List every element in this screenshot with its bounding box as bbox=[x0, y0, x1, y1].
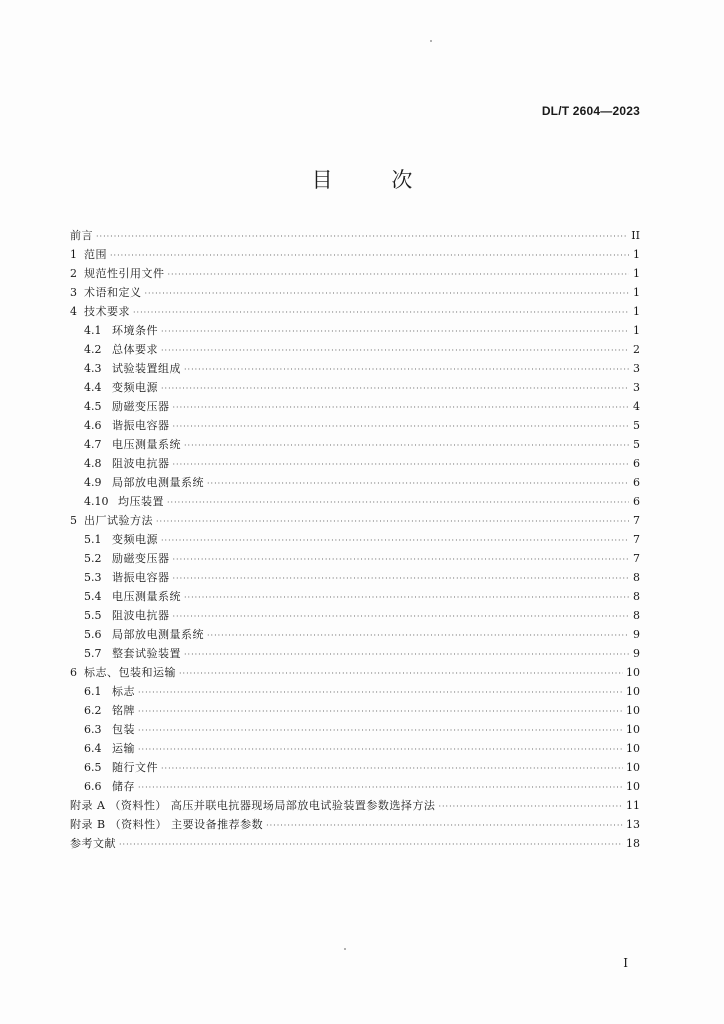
toc-entry bbox=[70, 492, 640, 511]
toc-entry-label: 包装 bbox=[112, 723, 135, 736]
toc-entry-label: 储存 bbox=[112, 780, 135, 793]
toc-entry-label: 励磁变压器 bbox=[112, 552, 170, 565]
toc-entry-label: 阻波电抗器 bbox=[112, 457, 170, 470]
toc-entry-page: II bbox=[631, 229, 640, 242]
toc-entry-page: 10 bbox=[626, 666, 640, 679]
toc-entry-lead bbox=[70, 796, 435, 815]
toc-entry-page: 10 bbox=[626, 742, 640, 755]
toc-entry-page: 10 bbox=[626, 723, 640, 736]
toc-entry bbox=[70, 511, 640, 530]
toc-entry-lead bbox=[70, 378, 158, 397]
toc-leader-dots bbox=[173, 398, 630, 417]
toc-entry bbox=[70, 644, 640, 663]
toc-entry-lead bbox=[70, 587, 181, 606]
toc-leader-dots bbox=[173, 569, 630, 588]
toc-leader-dots bbox=[161, 531, 629, 550]
toc-leader-dots bbox=[184, 436, 629, 455]
toc-entry-number: 5 bbox=[70, 514, 77, 527]
toc-entry bbox=[70, 435, 640, 454]
toc-entry-page: 2 bbox=[633, 343, 640, 356]
toc-entry-label: 铭牌 bbox=[112, 704, 135, 717]
toc-entry bbox=[70, 321, 640, 340]
toc-entry bbox=[70, 226, 640, 245]
toc-leader-dots bbox=[266, 816, 623, 835]
toc-entry-number: 6.3 bbox=[84, 723, 102, 736]
toc-leader-dots bbox=[173, 417, 630, 436]
toc-entry-page: 8 bbox=[633, 609, 640, 622]
toc-leader-dots bbox=[438, 797, 623, 816]
toc-leader-dots bbox=[138, 721, 623, 740]
toc-leader-dots bbox=[138, 683, 623, 702]
toc-entry-lead bbox=[70, 416, 170, 435]
toc-entry-label: 局部放电测量系统 bbox=[112, 628, 204, 641]
toc-entry-lead bbox=[70, 606, 170, 625]
toc-leader-dots bbox=[119, 835, 623, 854]
toc-entry-label: 范围 bbox=[84, 248, 107, 261]
toc-entry-number: 5.3 bbox=[84, 571, 102, 584]
toc-entry-label: 励磁变压器 bbox=[112, 400, 170, 413]
toc-entry-number: 4.1 bbox=[84, 324, 102, 337]
toc-entry bbox=[70, 454, 640, 473]
toc-leader-dots bbox=[184, 645, 629, 664]
toc-entry-page: 9 bbox=[633, 628, 640, 641]
toc-leader-dots bbox=[173, 550, 630, 569]
toc-entry bbox=[70, 815, 640, 834]
toc-entry-page: 9 bbox=[633, 647, 640, 660]
toc-leader-dots bbox=[184, 360, 629, 379]
toc-leader-dots bbox=[161, 322, 629, 341]
toc-leader-dots bbox=[179, 664, 623, 683]
toc-entry-label: 附录 A （资料性） 高压并联电抗器现场局部放电试验装置参数选择方法 bbox=[70, 799, 436, 812]
toc-entry-page: 10 bbox=[626, 780, 640, 793]
toc-entry-lead bbox=[70, 454, 170, 473]
toc-entry-page: 10 bbox=[626, 704, 640, 717]
toc-entry-page: 8 bbox=[633, 590, 640, 603]
toc-entry-lead bbox=[70, 625, 204, 644]
toc-entry bbox=[70, 397, 640, 416]
toc-entry bbox=[70, 340, 640, 359]
toc-entry-number: 4.10 bbox=[84, 495, 109, 508]
toc-entry-page: 3 bbox=[633, 362, 640, 375]
table-of-contents bbox=[70, 226, 640, 853]
toc-entry-page: 1 bbox=[633, 286, 640, 299]
toc-entry-page: 7 bbox=[633, 552, 640, 565]
toc-entry-lead bbox=[70, 245, 107, 264]
toc-entry-label: 均压装置 bbox=[118, 495, 164, 508]
toc-entry-page: 10 bbox=[626, 685, 640, 698]
toc-entry bbox=[70, 701, 640, 720]
toc-entry bbox=[70, 606, 640, 625]
toc-entry-number: 5.4 bbox=[84, 590, 102, 603]
toc-entry bbox=[70, 378, 640, 397]
toc-entry-label: 试验装置组成 bbox=[112, 362, 181, 375]
scan-speck bbox=[430, 40, 432, 42]
toc-entry bbox=[70, 777, 640, 796]
toc-entry-page: 5 bbox=[633, 438, 640, 451]
toc-entry bbox=[70, 302, 640, 321]
toc-entry-label: 附录 B （资料性） 主要设备推荐参数 bbox=[70, 818, 264, 831]
toc-entry-label: 谐振电容器 bbox=[112, 419, 170, 432]
toc-entry-label: 标志、包装和运输 bbox=[84, 666, 176, 679]
toc-entry bbox=[70, 568, 640, 587]
toc-entry-page: 3 bbox=[633, 381, 640, 394]
toc-entry-label: 阻波电抗器 bbox=[112, 609, 170, 622]
toc-entry-page: 11 bbox=[626, 799, 640, 812]
toc-entry-number: 4.6 bbox=[84, 419, 102, 432]
toc-entry-lead bbox=[70, 302, 130, 321]
toc-entry-page: 6 bbox=[633, 476, 640, 489]
toc-entry-lead bbox=[70, 568, 170, 587]
toc-entry-page: 13 bbox=[626, 818, 640, 831]
toc-entry-lead bbox=[70, 530, 158, 549]
toc-entry-page: 1 bbox=[633, 324, 640, 337]
toc-entry-number: 4.7 bbox=[84, 438, 102, 451]
toc-leader-dots bbox=[156, 512, 629, 531]
toc-entry bbox=[70, 739, 640, 758]
toc-entry-number: 5.6 bbox=[84, 628, 102, 641]
toc-entry-number: 3 bbox=[70, 286, 77, 299]
toc-entry-page: 1 bbox=[633, 305, 640, 318]
toc-entry-label: 运输 bbox=[112, 742, 135, 755]
toc-entry-lead bbox=[70, 473, 204, 492]
toc-entry-page: 8 bbox=[633, 571, 640, 584]
toc-entry-number: 4.2 bbox=[84, 343, 102, 356]
toc-leader-dots bbox=[184, 588, 629, 607]
toc-entry-page: 6 bbox=[633, 457, 640, 470]
toc-entry-page: 1 bbox=[633, 248, 640, 261]
toc-entry-number: 2 bbox=[70, 267, 77, 280]
toc-entry-label: 标志 bbox=[112, 685, 135, 698]
toc-entry-number: 5.5 bbox=[84, 609, 102, 622]
toc-leader-dots bbox=[167, 493, 629, 512]
toc-entry-label: 局部放电测量系统 bbox=[112, 476, 204, 489]
toc-entry-lead bbox=[70, 720, 135, 739]
toc-entry-label: 环境条件 bbox=[112, 324, 158, 337]
toc-entry-lead bbox=[70, 739, 135, 758]
toc-entry-lead bbox=[70, 492, 164, 511]
toc-entry-lead bbox=[70, 511, 153, 530]
toc-leader-dots bbox=[138, 778, 623, 797]
toc-leader-dots bbox=[161, 759, 623, 778]
toc-leader-dots bbox=[110, 246, 629, 265]
toc-entry-lead bbox=[70, 397, 170, 416]
toc-entry-lead bbox=[70, 226, 93, 245]
toc-entry-lead bbox=[70, 701, 135, 720]
toc-entry-number: 1 bbox=[70, 248, 77, 261]
toc-entry-label: 技术要求 bbox=[84, 305, 130, 318]
toc-leader-dots bbox=[173, 607, 630, 626]
toc-leader-dots bbox=[145, 284, 630, 303]
toc-entry-lead bbox=[70, 644, 181, 663]
toc-entry-label: 术语和定义 bbox=[84, 286, 142, 299]
toc-entry-number: 5.2 bbox=[84, 552, 102, 565]
toc-entry-page: 7 bbox=[633, 533, 640, 546]
standard-code: DL/T 2604—2023 bbox=[541, 104, 640, 118]
toc-entry-label: 谐振电容器 bbox=[112, 571, 170, 584]
toc-entry-page: 10 bbox=[626, 761, 640, 774]
toc-entry-number: 6.6 bbox=[84, 780, 102, 793]
toc-entry-page: 4 bbox=[633, 400, 640, 413]
toc-entry bbox=[70, 359, 640, 378]
toc-entry-page: 1 bbox=[633, 267, 640, 280]
toc-entry-lead bbox=[70, 815, 263, 834]
toc-entry-page: 6 bbox=[633, 495, 640, 508]
toc-entry-label: 总体要求 bbox=[112, 343, 158, 356]
toc-entry-lead bbox=[70, 549, 170, 568]
toc-entry-number: 4.8 bbox=[84, 457, 102, 470]
toc-entry bbox=[70, 758, 640, 777]
toc-leader-dots bbox=[138, 740, 623, 759]
scan-speck bbox=[344, 948, 346, 950]
toc-entry-lead bbox=[70, 264, 165, 283]
toc-entry-number: 6.5 bbox=[84, 761, 102, 774]
toc-entry-number: 6 bbox=[70, 666, 77, 679]
toc-entry-number: 4.5 bbox=[84, 400, 102, 413]
toc-entry-lead bbox=[70, 359, 181, 378]
toc-entry bbox=[70, 264, 640, 283]
toc-leader-dots bbox=[168, 265, 630, 284]
toc-entry-lead bbox=[70, 682, 135, 701]
toc-entry-number: 4.3 bbox=[84, 362, 102, 375]
toc-entry-label: 前言 bbox=[70, 229, 93, 242]
toc-entry-lead bbox=[70, 758, 158, 777]
toc-leader-dots bbox=[133, 303, 629, 322]
toc-entry bbox=[70, 625, 640, 644]
toc-entry-label: 电压测量系统 bbox=[112, 438, 181, 451]
toc-entry-label: 电压测量系统 bbox=[112, 590, 181, 603]
toc-entry-number: 4.9 bbox=[84, 476, 102, 489]
toc-entry-page: 7 bbox=[633, 514, 640, 527]
toc-leader-dots bbox=[161, 341, 629, 360]
toc-leader-dots bbox=[138, 702, 623, 721]
toc-entry bbox=[70, 834, 640, 853]
toc-entry-lead bbox=[70, 777, 135, 796]
toc-entry-number: 4.4 bbox=[84, 381, 102, 394]
toc-entry bbox=[70, 283, 640, 302]
toc-entry-page: 5 bbox=[633, 419, 640, 432]
toc-entry-label: 规范性引用文件 bbox=[84, 267, 165, 280]
toc-entry-number: 5.1 bbox=[84, 533, 102, 546]
toc-entry-lead bbox=[70, 435, 181, 454]
toc-entry bbox=[70, 720, 640, 739]
toc-entry bbox=[70, 663, 640, 682]
toc-entry bbox=[70, 549, 640, 568]
toc-entry-number: 6.1 bbox=[84, 685, 102, 698]
toc-entry bbox=[70, 587, 640, 606]
toc-entry-number: 5.7 bbox=[84, 647, 102, 660]
toc-leader-dots bbox=[173, 455, 630, 474]
toc-entry-lead bbox=[70, 283, 142, 302]
toc-entry bbox=[70, 682, 640, 701]
page-number: I bbox=[623, 956, 628, 970]
toc-leader-dots bbox=[161, 379, 629, 398]
toc-entry bbox=[70, 473, 640, 492]
toc-entry-label: 变频电源 bbox=[112, 381, 158, 394]
toc-entry-label: 出厂试验方法 bbox=[84, 514, 153, 527]
toc-entry-label: 随行文件 bbox=[112, 761, 158, 774]
toc-entry-label: 整套试验装置 bbox=[112, 647, 181, 660]
toc-entry-lead bbox=[70, 663, 176, 682]
toc-entry-lead bbox=[70, 340, 158, 359]
toc-entry bbox=[70, 796, 640, 815]
toc-entry-label: 参考文献 bbox=[70, 837, 116, 850]
toc-entry-page: 18 bbox=[626, 837, 640, 850]
toc-entry-number: 6.2 bbox=[84, 704, 102, 717]
toc-entry-lead bbox=[70, 321, 158, 340]
toc-entry-lead bbox=[70, 834, 116, 853]
toc-entry bbox=[70, 245, 640, 264]
toc-entry-label: 变频电源 bbox=[112, 533, 158, 546]
toc-entry-number: 6.4 bbox=[84, 742, 102, 755]
toc-entry-number: 4 bbox=[70, 305, 77, 318]
toc-entry bbox=[70, 530, 640, 549]
page-title: 目 次 bbox=[311, 168, 439, 192]
toc-entry bbox=[70, 416, 640, 435]
toc-leader-dots bbox=[207, 474, 629, 493]
toc-leader-dots bbox=[207, 626, 629, 645]
toc-leader-dots bbox=[96, 227, 628, 246]
